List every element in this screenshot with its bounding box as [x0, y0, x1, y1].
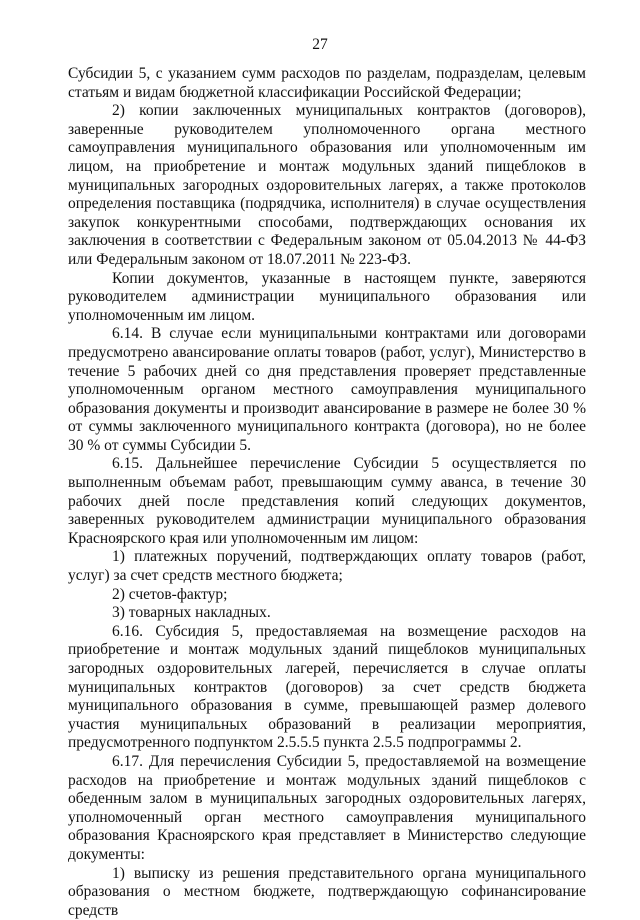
document-body: [68, 65, 586, 920]
paragraph-6-14: 6.14. В случае если муниципальными контрактами или договорами предусмотрено авансирование оплаты товаров (работ, услуг), Министерство в течение 5 рабочих дней со дня представления проверяет представленные уполномоченным органом местного самоуправления муниципального образования документы и производит авансирование в размере не более 30 % от суммы заключенного муниципального контракта (договора), но не более 30 % от суммы Субсидии 5.: [68, 325, 586, 454]
paragraph-6-17: 6.17. Для перечисления Субсидии 5, предоставляемой на возмещение расходов на приобретение и монтаж модульных зданий пищеблоков с обеденным залом в муниципальных загородных оздоровительных лагерях, уполномоченный орган местного самоуправления муниципального образования Красноярского края представляет в Министерство следующие документы:: [68, 752, 586, 863]
paragraph-6-15: 6.15. Дальнейшее перечисление Субсидии 5 осуществляется по выполненным объемам работ, превышающим сумму аванса, в течение 30 рабочих дней после представления копий следующих документов, заверенных руководителем администрации муниципального образования Красноярского края или уполномоченным им лицом:: [68, 455, 586, 547]
list-item-payment-orders: 1) платежных поручений, подтверждающих оплату товаров (работ, услуг) за счет средств местного бюджета;: [68, 548, 586, 585]
list-item-budget-extract: 1) выписку из решения представительного органа муниципального образования о местном бюджете, подтверждающую софинансирование средств: [68, 864, 586, 919]
paragraph-budget-classification: Субсидии 5, с указанием сумм расходов по разделам, подразделам, целевым статьям и видам бюджетной классификации Российской Федерации;: [68, 65, 586, 101]
list-item-invoices: 2) счетов-фактур;: [112, 585, 228, 603]
page-number: 27: [312, 36, 328, 53]
paragraph-contract-copies: 2) копии заключенных муниципальных контрактов (договоров), заверенные руководителем уполномоченного органа местного самоуправления муниципального образования или уполномоченным им лицом, на приобретение и монтаж модульных зданий пищеблоков в муниципальных загородных оздоровительных лагерях, а также протоколов определения поставщика (подрядчика, исполнителя) в случае осуществления закупок конкурентными способами, подтверждающих основания их заключения в соответствии с Федеральным законом от 05.04.2013 № 44-ФЗ или Федеральным законом от 18.07.2011 № 223-ФЗ.: [68, 102, 586, 268]
paragraph-certification: Копии документов, указанные в настоящем пункте, заверяются руководителем администрации муниципального образования или уполномоченным им лицом.: [68, 269, 586, 324]
paragraph-6-16: 6.16. Субсидия 5, предоставляемая на возмещение расходов на приобретение и монтаж модульных зданий пищеблоков муниципальных загородных оздоровительных лагерей, перечисляется в случае оплаты муниципальных контрактов (договоров) за счет средств бюджета муниципального образования в сумме, превышающей размер долевого участия муниципальных образований в реализации мероприятия, предусмотренного подпунктом 2.5.5.5 пункта 2.5.5 подпрограммы 2.: [68, 622, 586, 752]
list-item-waybills: 3) товарных накладных.: [112, 604, 271, 622]
